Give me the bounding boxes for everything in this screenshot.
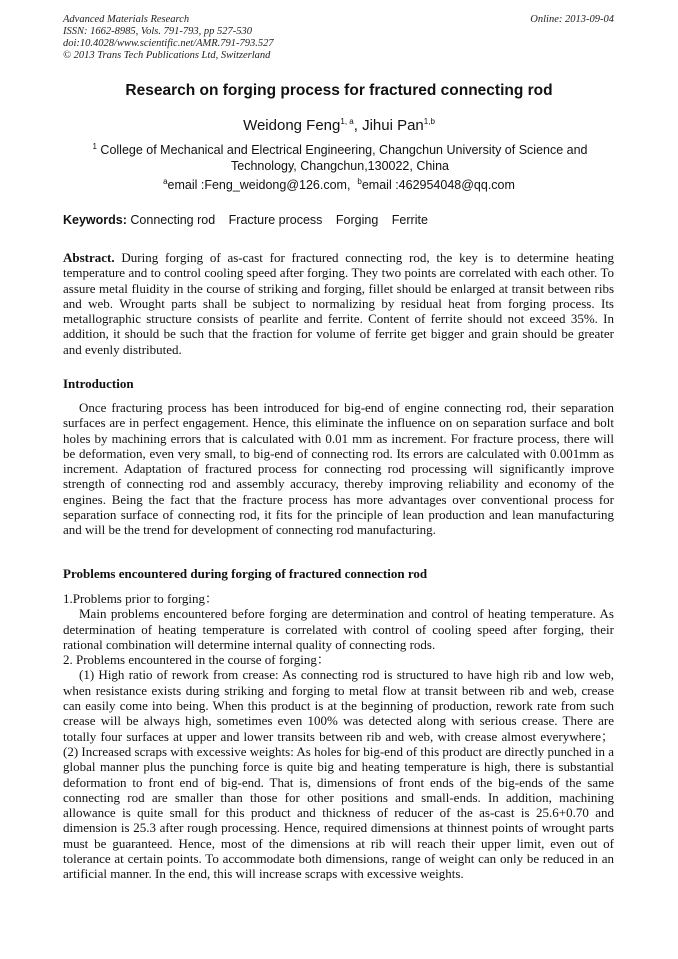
- email-superscript: a: [163, 176, 168, 186]
- copyright-line: © 2013 Trans Tech Publications Ltd, Switzerland: [63, 50, 271, 61]
- problems-body: [63, 591, 614, 882]
- keyword: Forging: [335, 213, 379, 227]
- email-b: email :462954048@qq.com: [361, 178, 515, 192]
- issn-line: ISSN: 1662-8985, Vols. 791-793, pp 527-530: [63, 26, 252, 37]
- author-separator: ,: [353, 117, 363, 134]
- abstract-label: Abstract.: [63, 250, 115, 265]
- author-superscript: 1, a: [340, 117, 354, 126]
- author-superscript: 1,b: [423, 117, 435, 126]
- section-heading: Problems encountered during forging of fractured connection rod: [63, 566, 428, 581]
- email-a: email :Feng_weidong@126.com,: [167, 178, 351, 192]
- affiliation: [80, 143, 600, 174]
- list-item: 1.Problems prior to forging：: [63, 591, 219, 606]
- email-superscript: b: [357, 176, 362, 186]
- email-line: [0, 178, 678, 192]
- journal-header: [63, 14, 274, 62]
- doi-line: doi:10.4028/www.scientific.net/AMR.791-793.527: [63, 38, 274, 49]
- affiliation-superscript: 1: [92, 141, 97, 151]
- online-date: Online: 2013-09-04: [530, 14, 614, 25]
- keyword: Connecting rod: [130, 213, 216, 227]
- author-line: [0, 117, 678, 134]
- intro-body: [63, 400, 614, 538]
- abstract-text: During forging of as-cast for fractured connecting rod, the key is to determine heating temperature and to control cooling speed after forging. They two points are correlated with each other. To assure metal fluidity in the course of striking and forging, fillet should be enlarged at transit between ribs and web. Wrought parts shall be subject to normalizing by residual heat from forging process. Its metallographic structure consists of pearlite and ferrite. Content of ferrite should not exceed 35%. In addition, it should be such that the fraction for volume of ferrite get bigger and grain should be greater and evenly distributed.: [63, 250, 614, 357]
- paper-title: Research on forging process for fractured connecting rod: [125, 82, 553, 99]
- abstract: [63, 250, 614, 357]
- section-heading: Introduction: [63, 376, 134, 391]
- keywords-label: Keywords:: [63, 213, 127, 227]
- affiliation-text: College of Mechanical and Electrical Engineering, Changchun University of Science and Technology, Changchun,130022, China: [100, 143, 588, 173]
- list-item: 2. Problems encountered in the course of forging：: [63, 652, 330, 668]
- author-name: Weidong Feng: [243, 117, 341, 134]
- journal-name: Advanced Materials Research: [63, 14, 190, 25]
- keyword: Ferrite: [391, 213, 428, 227]
- paragraph: Main problems encountered before forging are determination and control of heating temperature. As determination of heating temperature is correlated with control of cooling speed after forging, their rational combination will determine internal quality of connecting rods.: [63, 606, 614, 652]
- keyword: Fracture process: [228, 213, 323, 227]
- keywords: [63, 213, 438, 227]
- paragraph: (1) High ratio of rework from crease: As connecting rod is structured to have high rib and low web, when resistance exists during striking and forging to metal flow at transit between rib and web, crease can easily come into being. When this product is at the beginning of production, rework rate from such crease will be always high, sometimes even 100% was detected along with serious crease. There are totally four surfaces at upper and lower transits between rib and web, with crease almost everywhere；(2) Increased scraps with excessive weights: As holes for big-end of this product are directly punched in a global manner plus the punching force is quite big and heating temperature is high, there is substantial deformation to front end of big-end. That is, dimensions of front ends of the big-ends of the same connecting rod are smaller than those for other positions and small-ends. In addition, machining allowance is quite small for this product and thickness of reducer of the as-cast is 25.6+0.70 and dimension is 25.3 after rough processing. Hence, required dimensions at thinnest points of wrought parts must be guaranteed. Hence, most of the dimensions at rib will reach their upper limit, even out of tolerance at certain points. To accommodate both dimensions, range of weight can only be reduced in an artificial manner. In the end, this will increase scraps with excessive weights.: [63, 667, 614, 882]
- author-name: Jihui Pan: [362, 117, 424, 134]
- paragraph: Once fracturing process has been introduced for big-end of engine connecting rod, their separation surfaces are in perfect engagement. Hence, this eliminate the influence on on separation surface and bolt holes by machining errors that is calculated with 0.01 mm as increment. For fracture process, there will be deformation, even very small, to big-end of connecting rod. Its errors are calculated with 0.001mm as increment. Adaptation of fractured process for connecting rod processing will significantly improve strength of connecting rod and assembly accuracy, thereby improving reliability and economy of the engines. Being the fact that the fracture process has more advantages over conventional process for separation surface of connecting rod, it fits for the principle of lean production and lean manufacturing and will be the trend for development of connecting rod manufacturing.: [63, 400, 614, 538]
